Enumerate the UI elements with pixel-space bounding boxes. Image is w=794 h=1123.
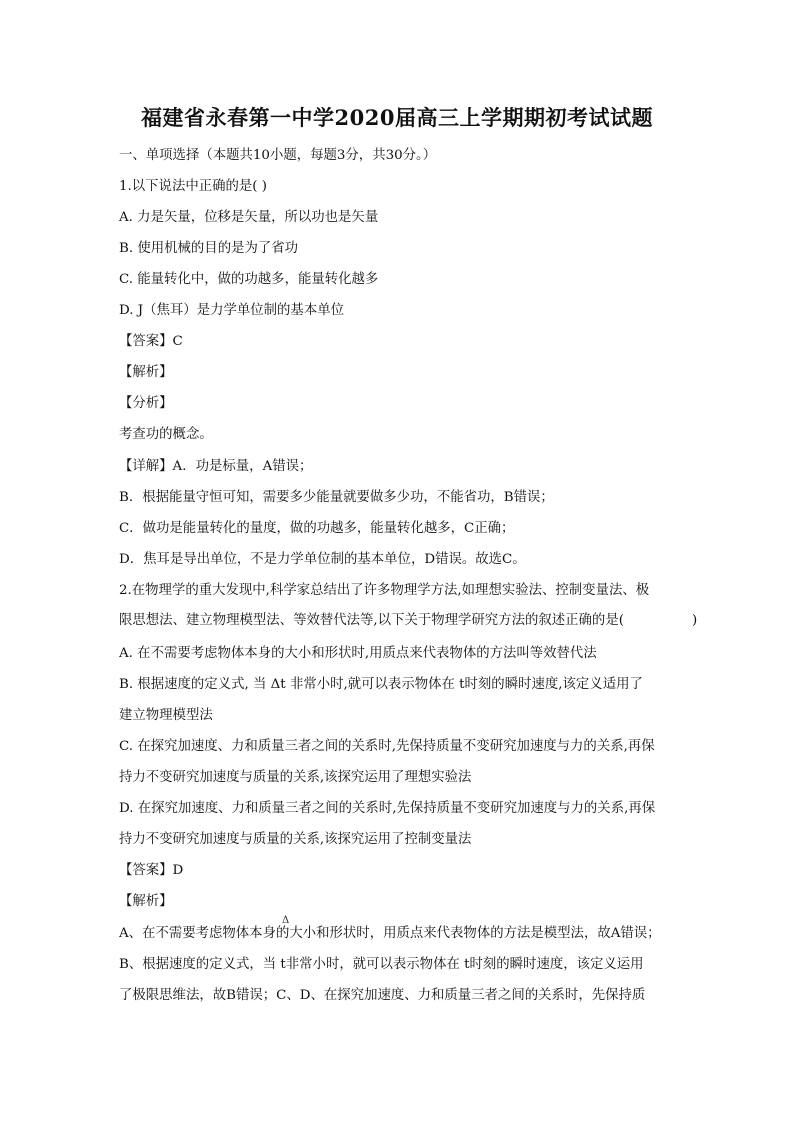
question-2-answer: 【答案】D [119,863,184,878]
question-2-stem-line-2: 限思想法、建立物理模型法、等效替代法等,以下关于物理学研究方法的叙述正确的是( [119,613,624,628]
question-2-analysis-line-1: A、在不需要考虑物体本身的大小和形状时，用质点来代表物体的方法是模型法，故A错误； [119,926,661,941]
question-1-option-d: D. J（焦耳）是力学单位制的基本单位 [119,303,344,318]
question-1-answer: 【答案】C [119,334,183,349]
question-2-option-c-line-2: 持力不变研究加速度与质量的关系,该探究运用了理想实验法 [119,770,472,785]
question-2-analysis-line-2: B、根据速度的定义式，当 t非常小时，就可以表示物体在 t时刻的瞬时速度，该定义运用 [119,957,644,972]
question-1-fenxi-label: 【分析】 [119,396,173,411]
section-heading: 一、单项选择（本题共10小题，每题3分，共30分。） [119,148,437,163]
question-1-detail-a: 【详解】A．功是标量，A错误； [119,459,313,474]
question-1-option-c: C. 能量转化中，做的功越多，能量转化越多 [119,272,379,287]
question-2-analysis-label: 【解析】 [119,894,173,909]
question-2-option-b-line-2: 建立物理模型法 [119,708,213,723]
question-2-stem-line-1: 2.在物理学的重大发现中,科学家总结出了许多物理学方法,如理想实验法、控制变量法、极 [119,583,650,598]
question-1-analysis-label: 【解析】 [119,365,173,380]
question-2-analysis-line-3: 了极限思维法，故B错误；C、D、在探究加速度、力和质量三者之间的关系时，先保持质 [119,988,646,1003]
question-2-option-d-line-2: 持力不变研究加速度与质量的关系,该探究运用了控制变量法 [119,832,472,847]
question-1-detail-c: C．做功是能量转化的量度，做的功越多，能量转化越多，C正确； [119,521,515,536]
question-2-option-c-line-1: C. 在探究加速度、力和质量三者之间的关系时,先保持质量不变研究加速度与力的关系,再保 [119,739,655,754]
question-1-detail-b: B．根据能量守恒可知，需要多少能量就要做多少功，不能省功，B错误； [119,490,554,505]
question-2-option-b-line-1: B. 根据速度的定义式, 当 Δt 非常小时,就可以表示物体在 t时刻的瞬时速度,该定义适用了 [119,677,643,692]
page-title: 福建省永春第一中学2020届高三上学期期初考试试题 [141,105,653,130]
question-1-stem: 1.以下说法中正确的是( ) [119,179,267,194]
question-2-stem-close: ) [692,613,698,628]
question-1-option-b: B. 使用机械的目的是为了省功 [119,241,299,256]
question-1-detail-d: D．焦耳是导出单位，不是力学单位制的基本单位，D错误。故选C。 [119,552,526,567]
caret-mark: Δ [282,915,290,926]
question-1-fenxi-text: 考查功的概念。 [119,427,213,442]
question-2-option-a: A. 在不需要考虑物体本身的大小和形状时,用质点来代表物体的方法叫等效替代法 [119,646,597,661]
question-2-option-d-line-1: D. 在探究加速度、力和质量三者之间的关系时,先保持质量不变研究加速度与力的关系,再保 [119,801,656,816]
question-1-option-a: A. 力是矢量，位移是矢量，所以功也是矢量 [119,210,379,225]
